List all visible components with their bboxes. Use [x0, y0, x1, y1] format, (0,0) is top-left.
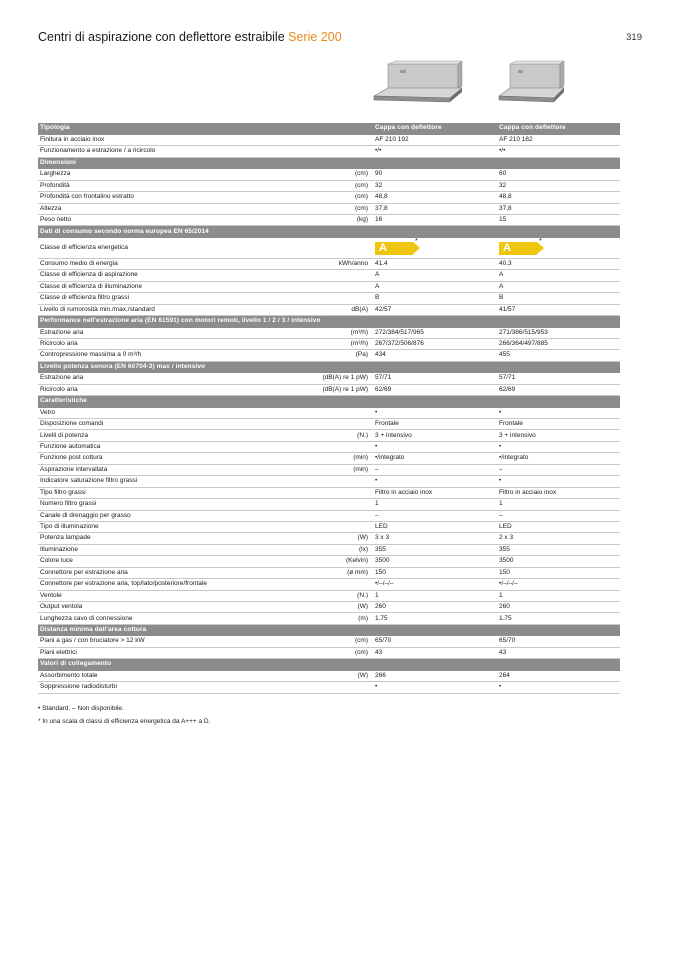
row-unit: [306, 682, 372, 693]
row-unit: [306, 270, 372, 281]
table-row: [38, 384, 620, 395]
cell-product-2: 1: [496, 590, 620, 601]
cell-product-1: B: [372, 293, 496, 304]
row-unit: (cm): [306, 192, 372, 203]
page-header: [38, 30, 642, 50]
row-unit: (dB(A) re 1 pW): [306, 373, 372, 384]
footnote-energy-scale: * In una scala di classi di efficienza energetica da A+++ a D.: [38, 718, 211, 725]
table-row: [38, 476, 620, 487]
row-label: Output ventola: [38, 602, 306, 613]
row-unit: [306, 281, 372, 292]
cell-product-2: 40.3: [496, 258, 620, 269]
section-label: Distanza minima dall'area cottura: [38, 624, 620, 635]
cell-product-1: 3 + intensivo: [372, 430, 496, 441]
row-unit: [306, 419, 372, 430]
row-label: Ricircolo aria: [38, 338, 306, 349]
row-label: Colore luce: [38, 556, 306, 567]
row-label: Estrazione aria: [38, 327, 306, 338]
table-row: [38, 215, 620, 226]
cell-product-1: 62/69: [372, 384, 496, 395]
table-row: [38, 499, 620, 510]
cell-product-2: 260: [496, 602, 620, 613]
table-row: [38, 407, 620, 418]
cell-product-1: 37,8: [372, 203, 496, 214]
cell-product-1: –: [372, 510, 496, 521]
cell-product-1: •: [372, 407, 496, 418]
row-unit: [306, 487, 372, 498]
cell-product-2: •/–/–/–: [496, 579, 620, 590]
cell-product-2: B: [496, 293, 620, 304]
table-row: [38, 510, 620, 521]
product-image-hood-60: [496, 60, 568, 110]
row-unit: [306, 510, 372, 521]
table-row: [38, 556, 620, 567]
row-unit: dB(A): [306, 304, 372, 315]
row-unit: [306, 579, 372, 590]
page-title: [38, 30, 342, 44]
row-label: Livello di rumorosità min./max./standard: [38, 304, 306, 315]
row-unit: (m³/h): [306, 327, 372, 338]
section-header-row: [38, 659, 620, 670]
row-label: Connettore per estrazione aria: [38, 567, 306, 578]
row-unit: [306, 237, 372, 258]
table-row: [38, 579, 620, 590]
row-unit: [306, 293, 372, 304]
section-label: Performance nell'estrazione aria (EN 61591) con motori remoti, livello 1 / 2 / 3 / intensivo: [38, 316, 620, 327]
table-row: [38, 487, 620, 498]
cell-product-2: •: [496, 441, 620, 452]
row-unit: (dB(A) re 1 pW): [306, 384, 372, 395]
cell-product-1: •: [372, 441, 496, 452]
table-row: [38, 521, 620, 532]
cell-product-2: Frontale: [496, 419, 620, 430]
row-unit: (Pa): [306, 350, 372, 361]
table-row: [38, 350, 620, 361]
cell-product-2: 3500: [496, 556, 620, 567]
cell-product-1: 90: [372, 169, 496, 180]
row-unit: [306, 146, 372, 157]
table-row: [38, 602, 620, 613]
cell-product-1: A: [372, 281, 496, 292]
table-row: [38, 327, 620, 338]
cell-product-1: –: [372, 464, 496, 475]
table-row: [38, 419, 620, 430]
row-unit: (cm): [306, 180, 372, 191]
cell-product-1: 1.75: [372, 613, 496, 624]
row-unit: kWh/anno: [306, 258, 372, 269]
row-unit: [306, 134, 372, 145]
cell-product-1: AF 210 192: [372, 134, 496, 145]
cell-product-2: Cappa con deflettore: [496, 123, 620, 134]
product-image-hood-90: [370, 60, 466, 110]
title-main: Centri di aspirazione con deflettore estraibile: [38, 30, 289, 44]
row-label: Consumo medio di energia: [38, 258, 306, 269]
row-label: Numero filtro grassi: [38, 499, 306, 510]
cell-product-1: 57/71: [372, 373, 496, 384]
cell-product-2: 57/71: [496, 373, 620, 384]
section-header-row: [38, 396, 620, 407]
cell-product-2: 264: [496, 670, 620, 681]
cell-product-2: •: [496, 407, 620, 418]
table-row: [38, 453, 620, 464]
cell-product-1: [372, 237, 496, 258]
row-unit: [306, 476, 372, 487]
cell-product-1: 272/384/517/965: [372, 327, 496, 338]
table-row: [38, 192, 620, 203]
table-row: [38, 237, 620, 258]
table-row: [38, 441, 620, 452]
row-label: Livelli di potenza: [38, 430, 306, 441]
table-row: [38, 613, 620, 624]
cell-product-2: LED: [496, 521, 620, 532]
cell-product-1: 43: [372, 647, 496, 658]
table-row: [38, 464, 620, 475]
cell-product-2: Filtro in acciaio inox: [496, 487, 620, 498]
cell-product-1: 48,8: [372, 192, 496, 203]
table-row: [38, 533, 620, 544]
row-unit: [306, 499, 372, 510]
row-label: Profondità: [38, 180, 306, 191]
section-header-row: [38, 157, 620, 168]
row-label: Ricircolo aria: [38, 384, 306, 395]
cell-product-2: –: [496, 510, 620, 521]
cell-product-1: 150: [372, 567, 496, 578]
cell-product-2: 2 x 3: [496, 533, 620, 544]
energy-class-badge: [499, 237, 547, 255]
cell-product-2: 60: [496, 169, 620, 180]
table-row: [38, 146, 620, 157]
section-header-row: [38, 361, 620, 372]
row-label: Altezza: [38, 203, 306, 214]
cell-product-1: •/integrato: [372, 453, 496, 464]
table-row: [38, 670, 620, 681]
cell-product-2: A: [496, 270, 620, 281]
cell-product-1: LED: [372, 521, 496, 532]
row-unit: [306, 521, 372, 532]
row-unit: (min): [306, 453, 372, 464]
cell-product-1: Filtro in acciaio inox: [372, 487, 496, 498]
cell-product-2: •: [496, 682, 620, 693]
row-label: Connettore per estrazione aria, top/lato/posteriore/frontale: [38, 579, 306, 590]
cell-product-1: A: [372, 270, 496, 281]
section-header-row: [38, 226, 620, 237]
cell-product-1: 65/70: [372, 636, 496, 647]
cell-product-1: 267/372/506/876: [372, 338, 496, 349]
section-label: Dati di consumo secondo norma europea EN 65/2014: [38, 226, 620, 237]
row-unit: (ø mm): [306, 567, 372, 578]
table-row: [38, 169, 620, 180]
row-label: Soppressione radiodisturbi: [38, 682, 306, 693]
section-label: Valori di collegamento: [38, 659, 620, 670]
spec-table: [38, 123, 620, 694]
cell-product-2: •/integrato: [496, 453, 620, 464]
row-unit: (m³/h): [306, 338, 372, 349]
cell-product-1: 16: [372, 215, 496, 226]
cell-product-1: 32: [372, 180, 496, 191]
cell-product-2: 37,8: [496, 203, 620, 214]
table-row: [38, 180, 620, 191]
cell-product-2: 1: [496, 499, 620, 510]
section-label: Caratteristiche: [38, 396, 620, 407]
page-number: 319: [626, 32, 642, 43]
section-header-row: [38, 624, 620, 635]
title-series: Serie 200: [288, 30, 342, 44]
row-label: Funzionamento a estrazione / a ricircolo: [38, 146, 306, 157]
cell-product-1: •/•: [372, 146, 496, 157]
cell-product-1: 3 x 3: [372, 533, 496, 544]
row-label: Canale di drenaggio per grasso: [38, 510, 306, 521]
row-unit: (cm): [306, 169, 372, 180]
table-row: [38, 636, 620, 647]
row-label: Potenza lampade: [38, 533, 306, 544]
cell-product-1: Cappa con deflettore: [372, 123, 496, 134]
cell-product-2: [496, 237, 620, 258]
table-row: [38, 270, 620, 281]
energy-class-letter: A: [379, 241, 387, 254]
energy-footnote-marker: *: [539, 237, 542, 245]
row-label: Aspirazione intervallata: [38, 464, 306, 475]
cell-product-2: 32: [496, 180, 620, 191]
row-label: Illuminazione: [38, 544, 306, 555]
row-unit: (W): [306, 602, 372, 613]
table-row: [38, 258, 620, 269]
row-label: Piani elettrici: [38, 647, 306, 658]
table-row: [38, 373, 620, 384]
cell-product-1: 42/57: [372, 304, 496, 315]
cell-product-1: •: [372, 682, 496, 693]
section-label: Dimensioni: [38, 157, 620, 168]
cell-product-1: Frontale: [372, 419, 496, 430]
row-unit: [306, 407, 372, 418]
cell-product-2: 62/69: [496, 384, 620, 395]
cell-product-2: •: [496, 476, 620, 487]
cell-product-2: A: [496, 281, 620, 292]
row-unit: (cm): [306, 203, 372, 214]
cell-product-1: 3500: [372, 556, 496, 567]
table-row: [38, 567, 620, 578]
row-label: Finitura in acciaio inox: [38, 134, 306, 145]
section-label: Livello potenza sonora (EN 60704-3) max / intensivo: [38, 361, 620, 372]
row-unit: (kg): [306, 215, 372, 226]
cell-product-2: 43: [496, 647, 620, 658]
cell-product-1: 434: [372, 350, 496, 361]
row-label: Funzione automatica: [38, 441, 306, 452]
cell-product-1: 266: [372, 670, 496, 681]
cell-product-1: •/–/–/–: [372, 579, 496, 590]
energy-footnote-marker: *: [415, 237, 418, 245]
row-label: Lunghezza cavo di connessione: [38, 613, 306, 624]
table-row: [38, 203, 620, 214]
table-row: [38, 134, 620, 145]
table-row: [38, 293, 620, 304]
cell-product-2: 266/364/497/885: [496, 338, 620, 349]
cell-product-2: 65/70: [496, 636, 620, 647]
cell-product-2: 271/386/515/953: [496, 327, 620, 338]
table-row: [38, 544, 620, 555]
section-header-row: [38, 316, 620, 327]
row-label: Larghezza: [38, 169, 306, 180]
footnote-legend: • Standard. – Non disponibile.: [38, 705, 124, 712]
row-label: Vetro: [38, 407, 306, 418]
table-row: [38, 304, 620, 315]
row-unit: (m): [306, 613, 372, 624]
row-unit: (lx): [306, 544, 372, 555]
cell-product-2: 41/57: [496, 304, 620, 315]
row-unit: (N.): [306, 430, 372, 441]
section-header-row: [38, 123, 620, 134]
row-label: Funzione post cottura: [38, 453, 306, 464]
table-row: [38, 430, 620, 441]
row-unit: (cm): [306, 647, 372, 658]
row-unit: (cm): [306, 636, 372, 647]
cell-product-2: •/•: [496, 146, 620, 157]
table-row: [38, 590, 620, 601]
row-label: Classe di efficienza di illuminazione: [38, 281, 306, 292]
cell-product-2: 355: [496, 544, 620, 555]
row-label: Assorbimento totale: [38, 670, 306, 681]
footnotes: [38, 702, 210, 728]
cell-product-1: 260: [372, 602, 496, 613]
row-unit: (N.): [306, 590, 372, 601]
table-row: [38, 647, 620, 658]
energy-class-badge: [375, 237, 423, 255]
cell-product-2: 3 + intensivo: [496, 430, 620, 441]
row-unit: (min): [306, 464, 372, 475]
cell-product-1: •: [372, 476, 496, 487]
cell-product-2: 15: [496, 215, 620, 226]
row-label: Classe di efficienza filtro grassi: [38, 293, 306, 304]
row-label: Tipo filtro grassi: [38, 487, 306, 498]
cell-product-1: 355: [372, 544, 496, 555]
table-row: [38, 682, 620, 693]
row-unit: (Kelvin): [306, 556, 372, 567]
row-label: Classe di efficienza di aspirazione: [38, 270, 306, 281]
cell-product-1: 1: [372, 590, 496, 601]
cell-product-2: AF 210 162: [496, 134, 620, 145]
row-unit: (W): [306, 670, 372, 681]
section-label: Tipologia: [38, 123, 372, 134]
table-row: [38, 281, 620, 292]
energy-class-letter: A: [503, 241, 511, 254]
cell-product-1: 1: [372, 499, 496, 510]
cell-product-2: 455: [496, 350, 620, 361]
row-label: Profondità con frontalino estratto: [38, 192, 306, 203]
cell-product-2: 1.75: [496, 613, 620, 624]
row-label: Classe di efficienza energetica: [38, 237, 306, 258]
cell-product-2: –: [496, 464, 620, 475]
table-row: [38, 338, 620, 349]
row-label: Estrazione aria: [38, 373, 306, 384]
cell-product-2: 150: [496, 567, 620, 578]
cell-product-2: 48,8: [496, 192, 620, 203]
row-label: Disposizione comandi: [38, 419, 306, 430]
row-label: Piani a gas / con bruciatore > 12 kW: [38, 636, 306, 647]
cell-product-1: 41.4: [372, 258, 496, 269]
row-unit: [306, 441, 372, 452]
row-label: Peso netto: [38, 215, 306, 226]
row-label: Tipo di illuminazione: [38, 521, 306, 532]
row-unit: (W): [306, 533, 372, 544]
row-label: Ventole: [38, 590, 306, 601]
row-label: Indicatore saturazione filtro grassi: [38, 476, 306, 487]
row-label: Contropressione massima a 0 m³/h: [38, 350, 306, 361]
